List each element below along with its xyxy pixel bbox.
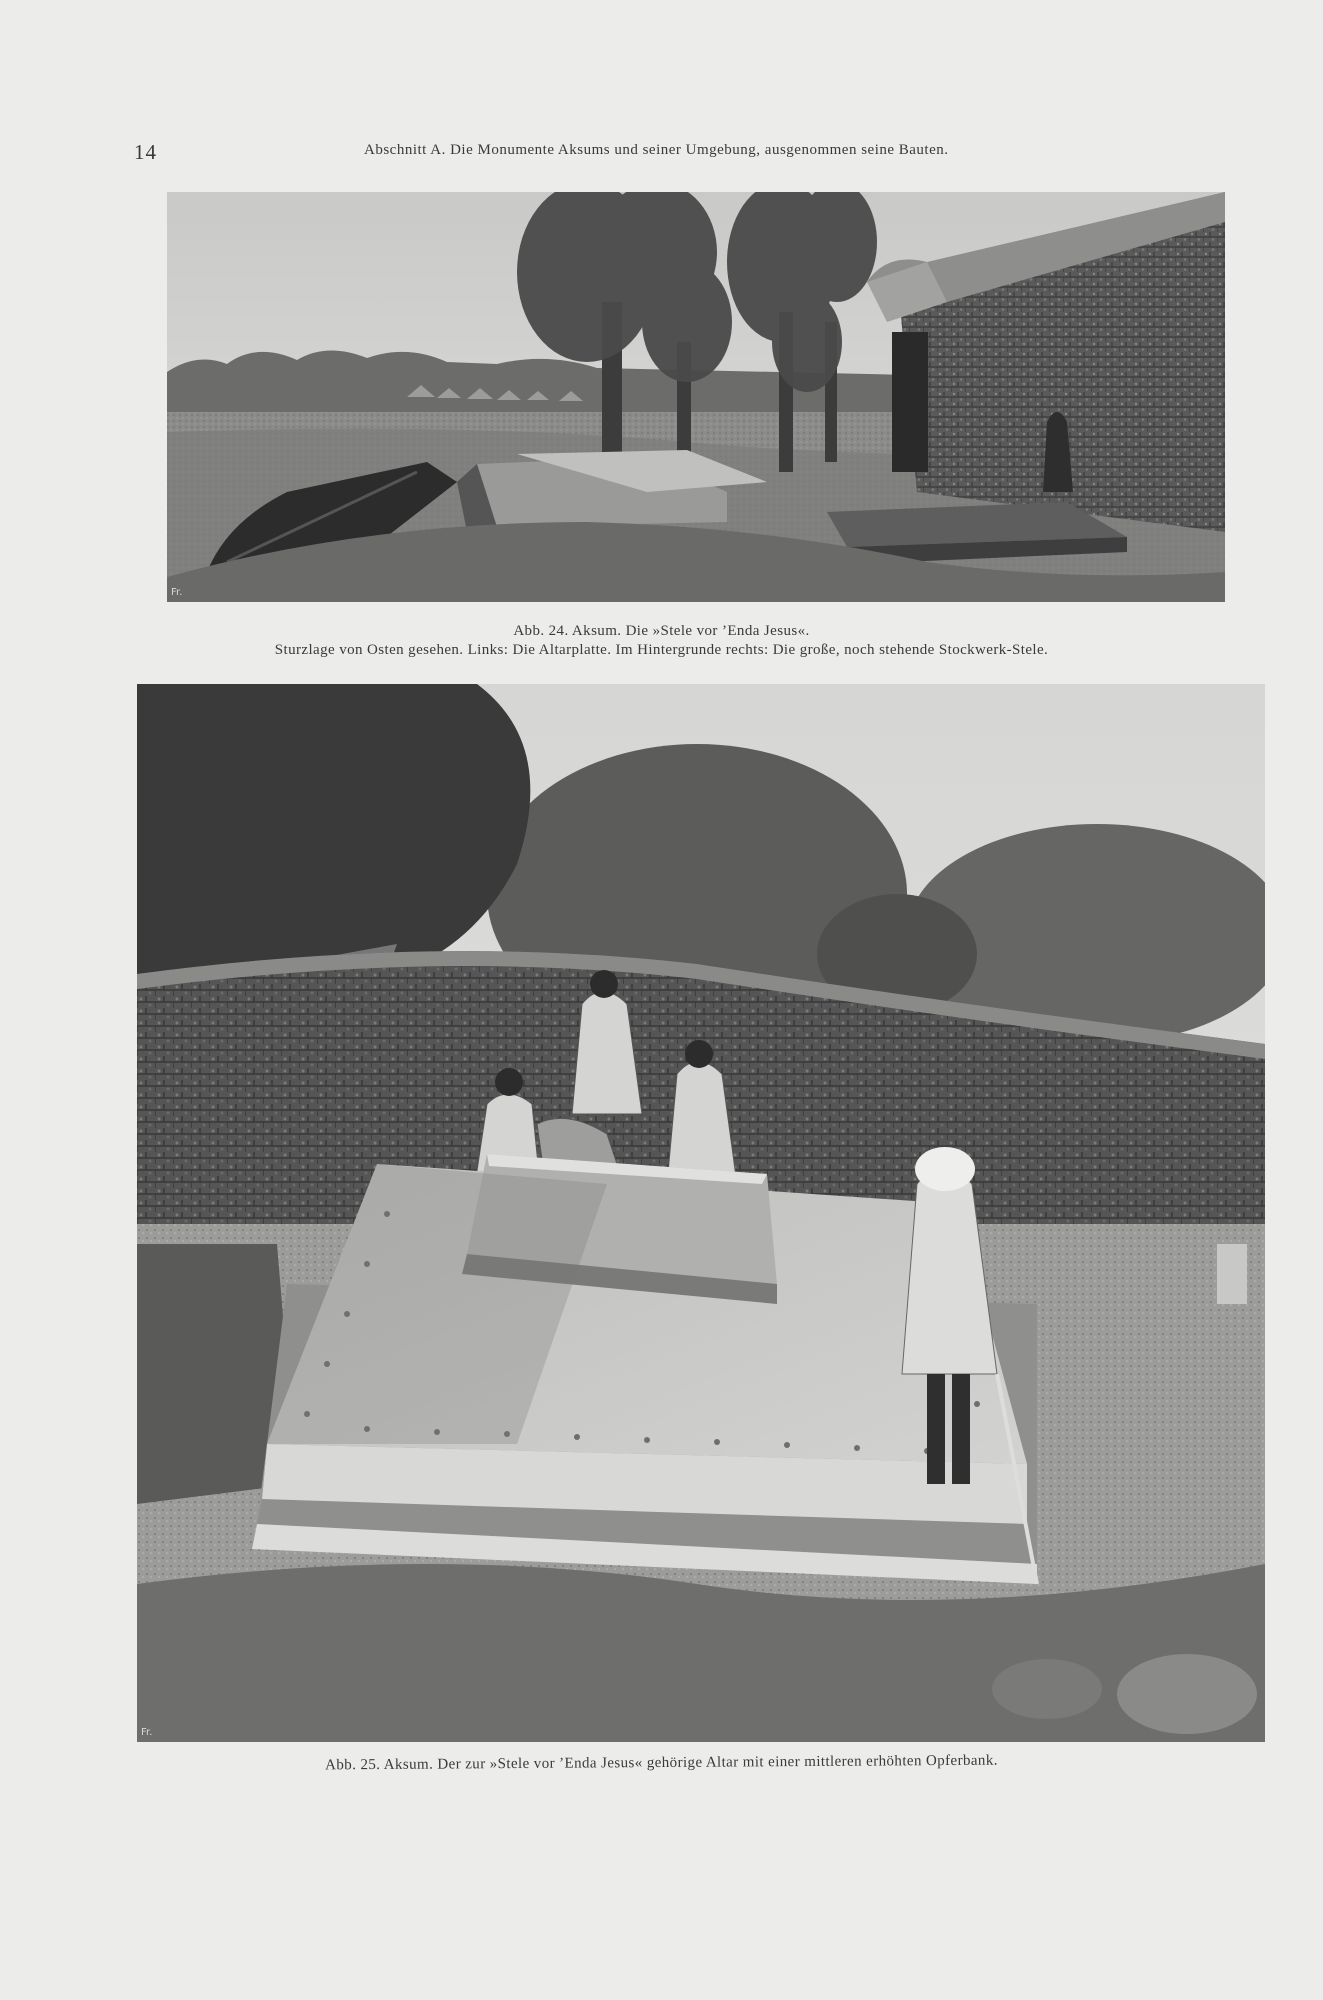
figure-24-illustration	[167, 192, 1225, 602]
page-number: 14	[134, 140, 157, 164]
figure-24-photo	[167, 192, 1225, 602]
figure-25-caption: Abb. 25. Aksum. Der zur »Stele vor ’Enda Jesus« gehörige Altar mit einer mittleren erhöhten Opferbank.	[325, 1752, 998, 1774]
engraver-mark: Fr.	[171, 587, 183, 598]
running-head: Abschnitt A. Die Monumente Aksums und seiner Umgebung, ausgenommen seine Bauten.	[364, 142, 949, 158]
figure-24-caption-line2: Sturzlage von Osten gesehen. Links: Die Altarplatte. Im Hintergrunde rechts: Die große, noch stehende Stockwerk-Stele.	[274, 642, 1049, 658]
engraver-mark: Fr.	[141, 1727, 153, 1738]
figure-25-photo	[137, 684, 1265, 1742]
figure-24-caption-line1: Abb. 24. Aksum. Die »Stele vor ’Enda Jesus«.	[513, 623, 810, 639]
figure-25-illustration	[137, 684, 1265, 1742]
